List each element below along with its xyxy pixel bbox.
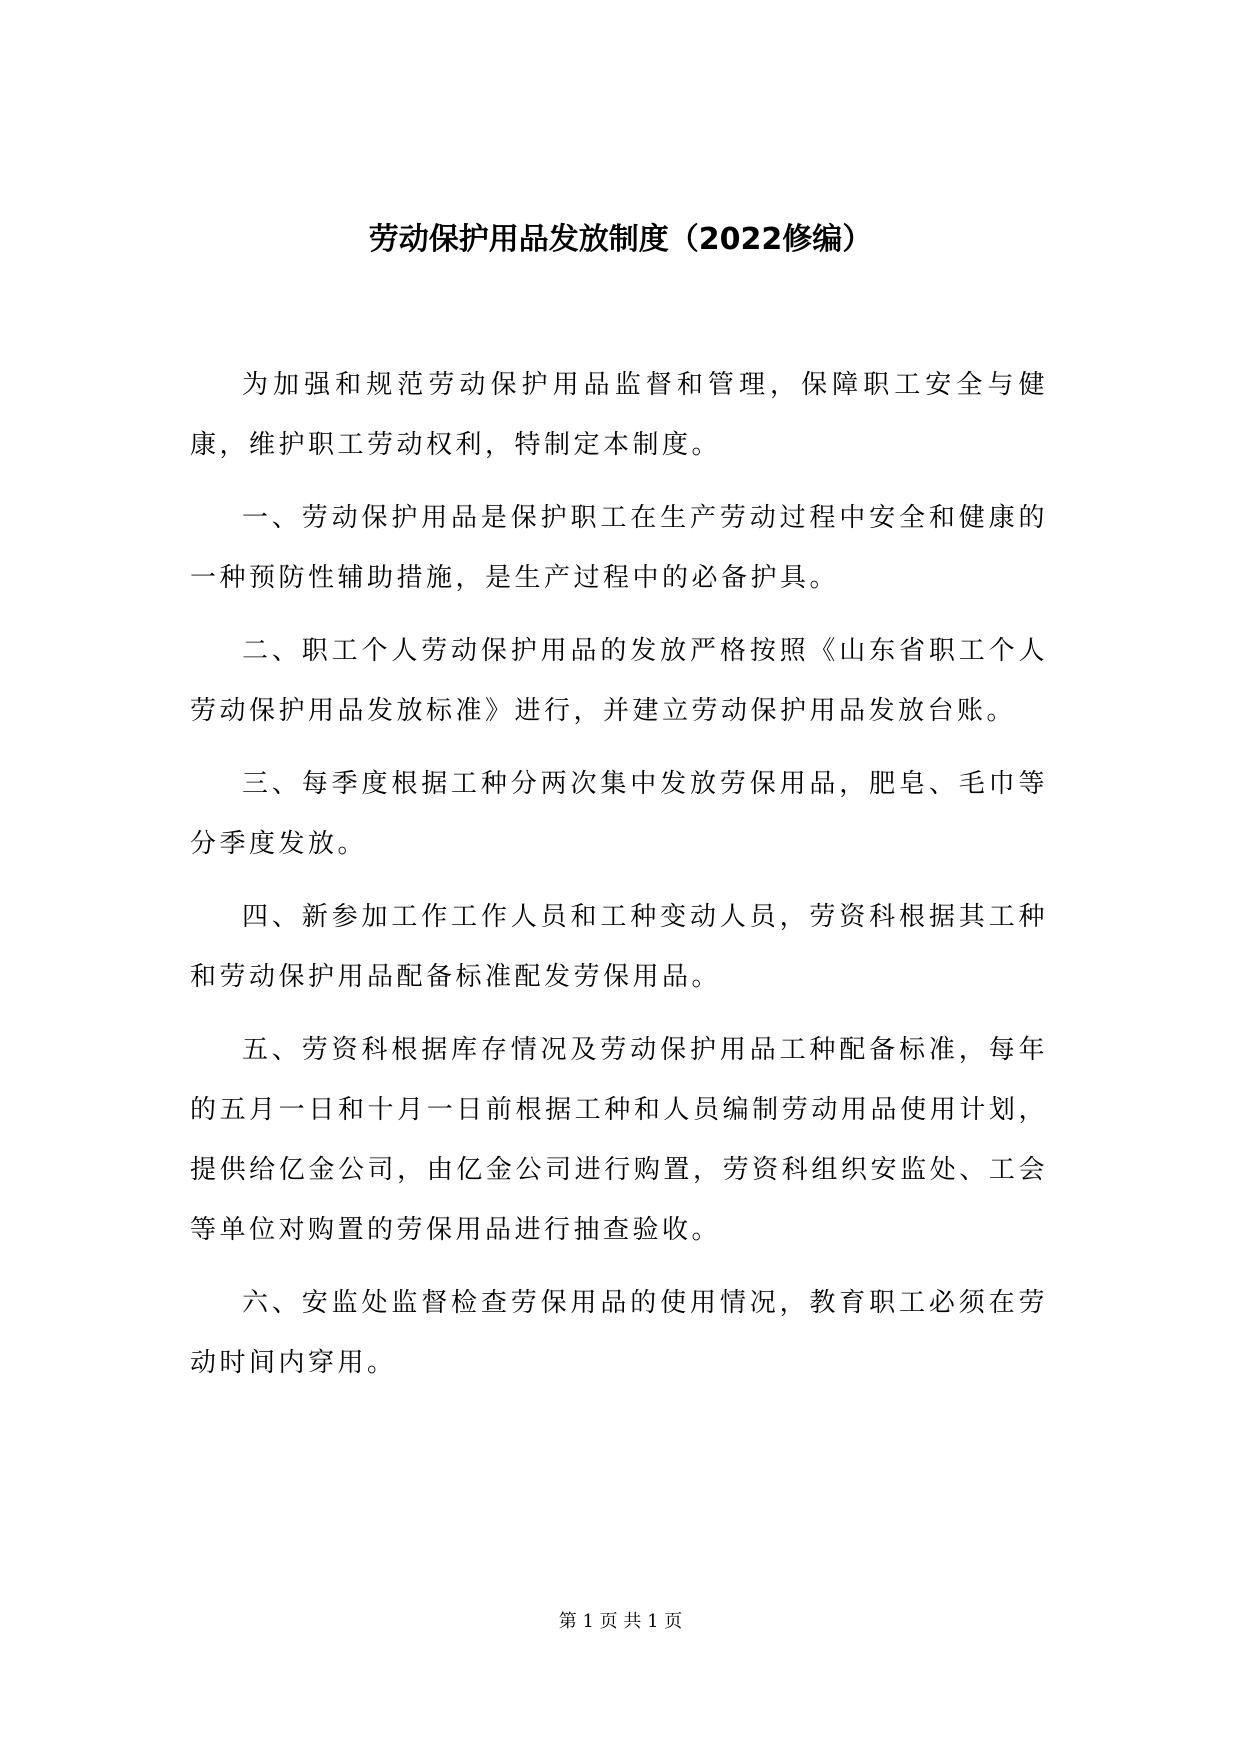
paragraph-1: 一、劳动保护用品是保护职工在生产劳动过程中安全和健康的一种预防性辅助措施，是生产过程中的必备护具。 [190,503,1048,593]
document-body [190,355,1048,1406]
paragraph-3: 三、每季度根据工种分两次集中发放劳保用品，肥皂、毛巾等分季度发放。 [190,769,1048,859]
paragraph-2: 二、职工个人劳动保护用品的发放严格按照《山东省职工个人劳动保护用品发放标准》进行，并建立劳动保护用品发放台账。 [190,636,1048,726]
paragraph-5: 五、劳资科根据库存情况及劳动保护用品工种配备标准，每年的五月一日和十月一日前根据工种和人员编制劳动用品使用计划，提供给亿金公司，由亿金公司进行购置，劳资科组织安监处、工会等单位对购置的劳保用品进行抽查验收。 [190,1035,1048,1245]
document-title: 劳动保护用品发放制度（2022修编） [368,222,873,257]
page-footer: 第 1 页 共 1 页 [558,1611,683,1632]
paragraph-6: 六、安监处监督检查劳保用品的使用情况，教育职工必须在劳动时间内穿用。 [190,1288,1048,1378]
paragraph-intro: 为加强和规范劳动保护用品监督和管理，保障职工安全与健康，维护职工劳动权利，特制定本制度。 [190,370,1048,460]
paragraph-4: 四、新参加工作工作人员和工种变动人员，劳资科根据其工种和劳动保护用品配备标准配发劳保用品。 [190,902,1048,992]
